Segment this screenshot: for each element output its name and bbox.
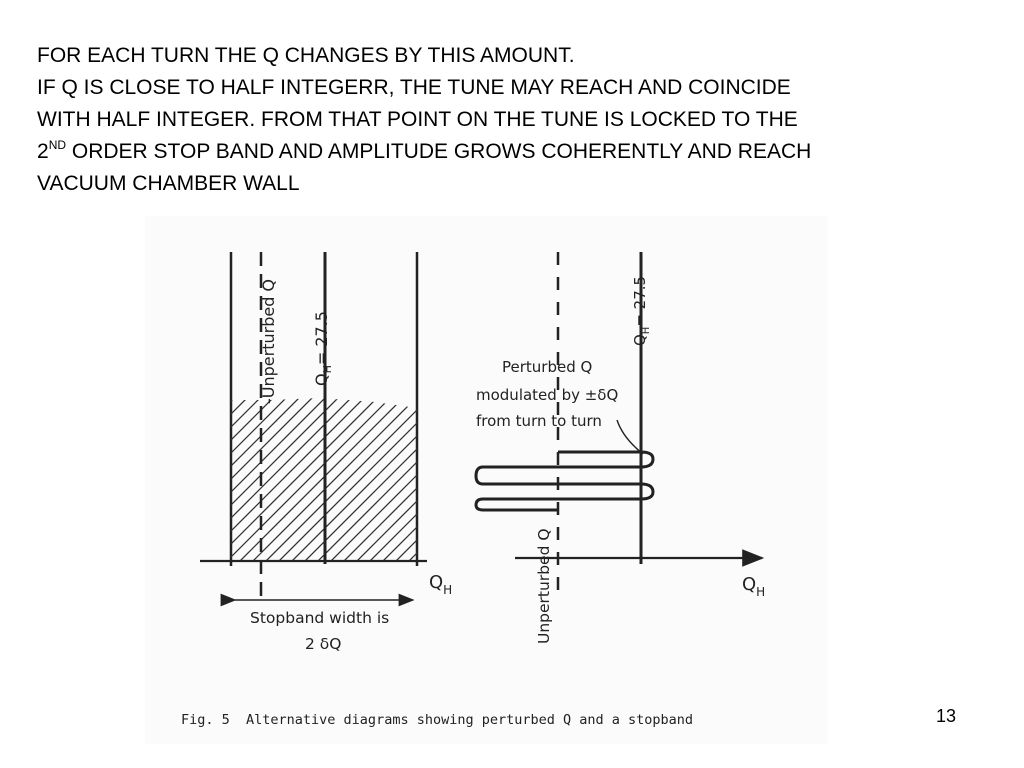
page-number: 13 [936,706,957,726]
hatch-line [222,396,392,566]
hatch-line [157,396,327,566]
hatch-line [261,396,431,566]
right-unperturbed-q-label: Unperturbed Q [535,528,553,644]
text-line-4-number: 2 [37,140,49,163]
right-qh-axis-label: $Q_H$ [742,574,766,599]
text-line-3: WITH HALF INTEGER. FROM THAT POINT ON THE TUNE IS LOCKED TO THE [37,108,798,131]
text-line-1: FOR EACH TURN THE Q CHANGES BY THIS AMOUNT. [37,44,575,67]
hatch-line [145,396,236,566]
right-diagram [476,252,765,644]
perturbed-q-label-line1: Perturbed Q [502,358,593,376]
figure-scan [145,216,827,744]
perturbed-q-label-line3: from turn to turn [476,412,602,430]
hatch-line [145,396,288,566]
hatch-line [248,396,418,566]
figure-caption: Fig. 5 Alternative diagrams showing perturbed Q and a stopband [181,712,694,728]
slide-body-text [37,40,997,200]
perturbed-q-pointer [617,420,643,454]
hatch-line [209,396,379,566]
hatch-line [145,396,249,566]
stopband-width-label-line2: 2 δQ [305,635,342,653]
figure-diagram [145,216,827,744]
hatch-line [145,396,158,566]
hatch-line [145,396,184,566]
text-line-4-rest: ORDER STOP BAND AND AMPLITUDE GROWS COHERENTLY AND REACH [66,140,812,163]
left-qh-27-5-label: $Q_H= 27.5$ [312,311,334,386]
hatch-line [145,396,301,566]
hatch-line [183,396,353,566]
hatch-line [145,396,262,566]
text-line-4 [37,136,997,168]
hatch-line [145,396,223,566]
hatch-line [196,396,366,566]
hatch-line [326,396,496,566]
hatch-line [145,396,197,566]
hatch-line [170,396,340,566]
stopband-width-label-line1: Stopband width is [250,609,390,627]
perturbed-q-label-line2: modulated by ±δQ [476,386,619,404]
hatch-line [145,396,210,566]
text-line-2: IF Q IS CLOSE TO HALF INTEGERR, THE TUNE MAY REACH AND COINCIDE [37,76,791,99]
hatch-line [287,396,457,566]
left-qh-axis-label: $Q_H$ [429,572,453,597]
hatch-line [145,396,171,566]
right-qh-27-5-label: $Q_H= 27.5$ [631,275,652,346]
text-line-5: VACUUM CHAMBER WALL [37,172,300,195]
hatch-line [274,396,444,566]
hatch-line [313,396,483,566]
text-line-4-superscript: ND [48,138,67,152]
perturbed-q-modulation-curve [476,452,653,510]
hatch-line [145,396,314,566]
left-unperturbed-q-label: -Unperturbed Q [259,278,278,404]
